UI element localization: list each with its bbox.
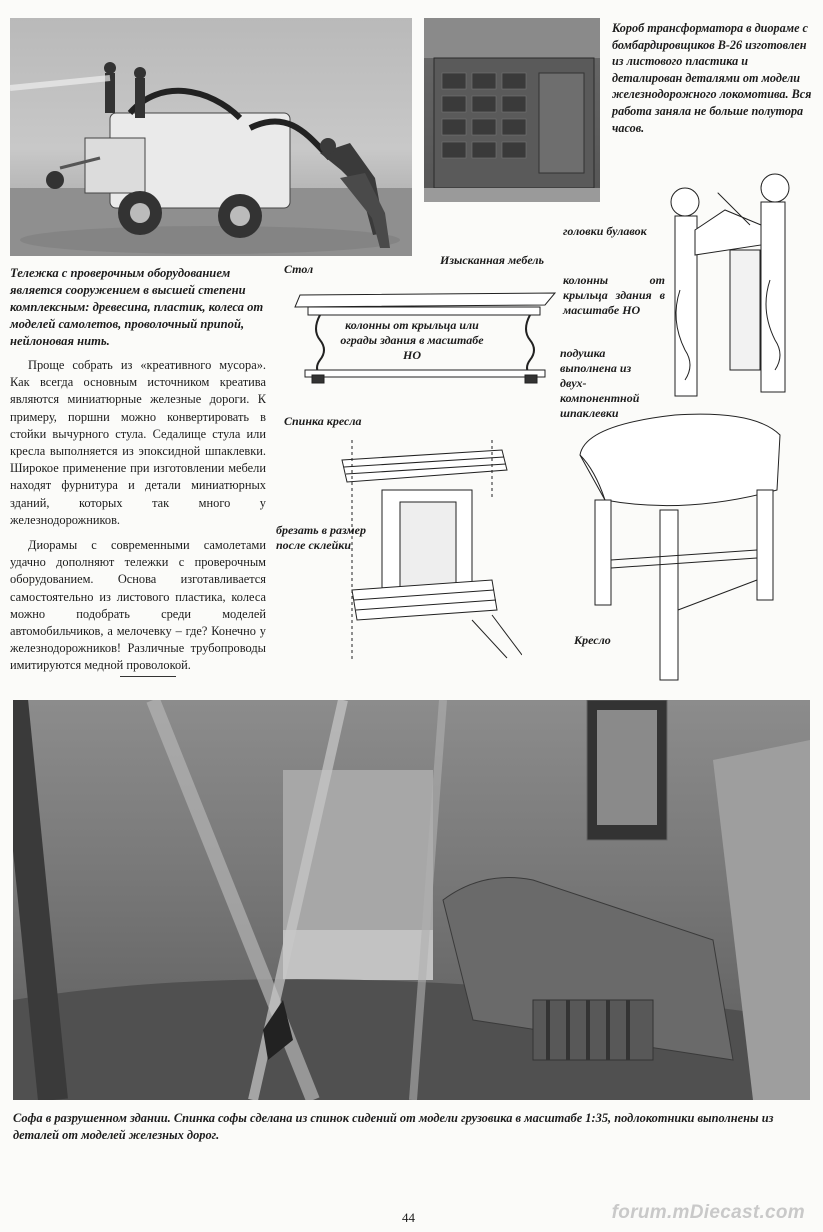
table-legs-label: колонны от крыльца или ограды здания в масштабе НО <box>332 318 492 363</box>
furniture-heading: Изысканная мебель <box>440 253 545 267</box>
text-divider <box>120 676 176 677</box>
cart-photo-illustration <box>10 18 412 256</box>
sofa-photo <box>13 700 810 1100</box>
cushion-label: подушка выполнена из двух-компонентной шпаклевки <box>560 346 640 420</box>
chair-columns-label: колонны от крыльца здания в масштабе НО <box>563 273 665 317</box>
armchair-label: Кресло <box>574 633 611 647</box>
watermark: forum.mDiecast.com <box>611 1202 805 1223</box>
table-label: Стол <box>284 262 314 276</box>
armchair-drawing <box>565 170 795 685</box>
sofa-caption: Софа в разрушенном здании. Спинка софы сделана из спинок сидений от модели грузовика в масштабе 1:35, подлокотники выполнены из деталей от моделей железных дорог. <box>13 1111 774 1142</box>
transformer-box-caption: Короб трансформатора в диораме с бомбардировщиков B-26 изготовлен из листового пластика и деталирован деталями от модели железнодорожного локомотива. Вся работа заняла не больше полутора часов. <box>612 21 812 135</box>
page-number: 44 <box>402 1210 415 1225</box>
chair-back-label: Спинка кресла <box>284 414 362 428</box>
pin-heads-label: головки булавок <box>563 224 647 238</box>
article-body <box>10 357 266 675</box>
cart-photo <box>10 18 412 256</box>
article-paragraph-1: Проще собрать из «креативного мусора». Как всегда основным источником креатива являются миниатюрные железные дороги. К примеру, поршни можно конвертировать в стойки вычурного стула. Седалище стула или кресла выполняется из эпоксидной шпаклевки. Широкое применение при изготовлении мебели находят фурнитура и детали миниатюрных зданий, которых так много у железнодорожников. <box>10 358 266 527</box>
cut-to-size-label: брезать в размер после склейки <box>276 523 366 552</box>
article-paragraph-2: Диорамы с современными самолетами удачно дополняют тележки с проверочным оборудованием. Основа изготавливается самостоятельно из листового пластика, колеса можно подобрать среди моделей автомобильчиков, а мелочевку – где? Конечно у железнодорожников! Различные трубопроводы имитируются медной проволокой. <box>10 538 266 673</box>
sofa-photo-illustration <box>13 700 810 1100</box>
cart-caption: Тележка с проверочным оборудованием является сооружением в высшей степени комплексным: древесина, пластик, колеса от моделей самолетов, проволочный припой, нейлоновая нить. <box>10 266 264 348</box>
